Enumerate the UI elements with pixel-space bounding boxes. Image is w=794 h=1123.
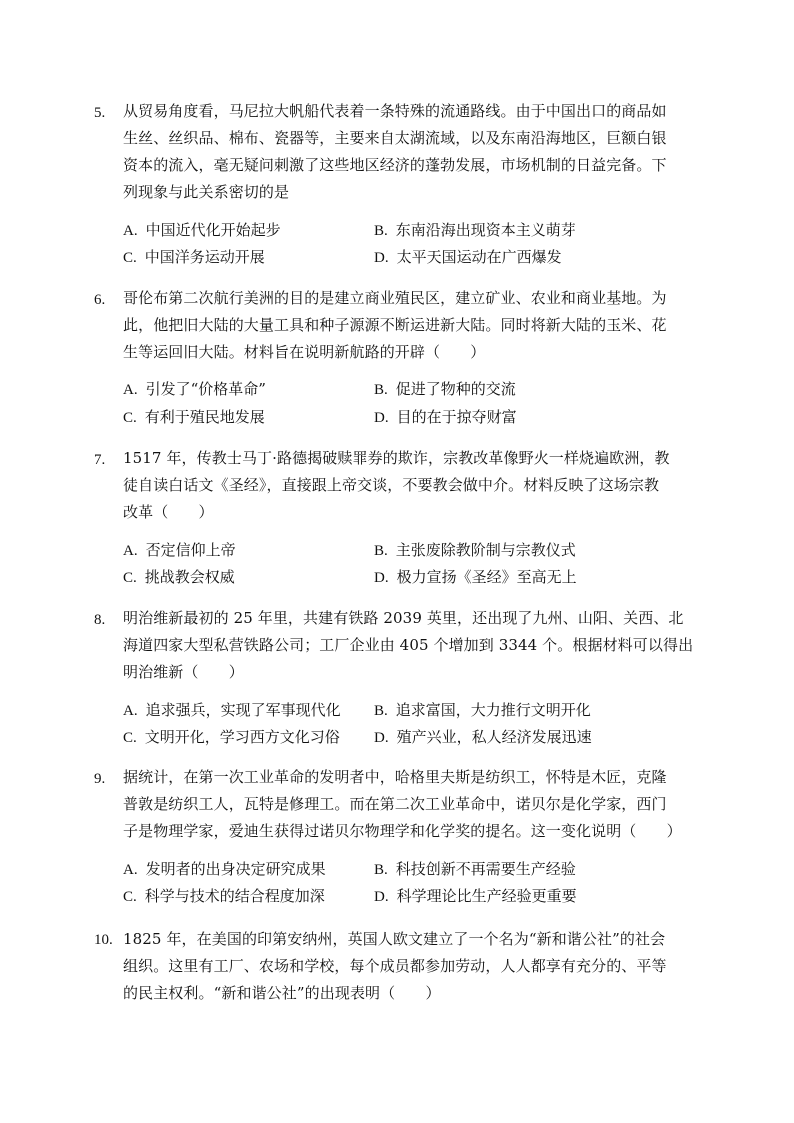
option-key: B. <box>374 862 388 878</box>
option-text: 引发了“价格革命” <box>145 380 266 398</box>
question-text-line: 改革（ ） <box>123 503 214 521</box>
option-text: 太平天国运动在广西爆发 <box>396 248 562 266</box>
question-text-line: 徒自读白话文《圣经》，直接跟上帝交谈，不要教会做中介。材料反映了这场宗教 <box>123 476 660 494</box>
option-a[interactable] <box>123 376 266 402</box>
option-text: 有利于殖民地发展 <box>144 408 265 426</box>
option-a[interactable] <box>123 217 281 243</box>
option-key: C. <box>123 889 137 905</box>
question-text-line: 据统计，在第一次工业革命的发明者中，哈格里夫斯是纺织工，怀特是木匠，克隆 <box>123 768 667 786</box>
option-d[interactable] <box>374 244 562 270</box>
option-key: A. <box>123 382 138 398</box>
question-text-line: 海道四家大型私营铁路公司；工厂企业由 405 个增加到 3344 个。根据材料可以得出 <box>123 636 694 654</box>
question-text-line: 普敦是纺织工人，瓦特是修理工。而在第二次工业革命中，诺贝尔是化学家，西门 <box>123 795 667 813</box>
question-text-line: 列现象与此关系密切的是 <box>123 183 290 201</box>
question-text-line: 资本的流入，毫无疑问刺激了这些地区经济的蓬勃发展，市场机制的日益完备。下 <box>123 156 667 174</box>
option-key: B. <box>374 382 388 398</box>
option-a[interactable] <box>123 856 326 882</box>
question-number: 7. <box>94 452 106 468</box>
option-a[interactable] <box>123 537 236 563</box>
option-key: C. <box>123 570 137 586</box>
option-key: D. <box>374 250 389 266</box>
question-text-line: 生等运回旧大陆。材料旨在说明新航路的开辟（ ） <box>123 343 486 361</box>
option-key: A. <box>123 862 138 878</box>
option-text: 发明者的出身决定研究成果 <box>145 860 326 878</box>
option-key: B. <box>374 543 388 559</box>
option-text: 殖产兴业，私人经济发展迅速 <box>396 728 592 746</box>
option-b[interactable] <box>374 376 516 402</box>
option-text: 促进了物种的交流 <box>395 380 516 398</box>
option-key: A. <box>123 703 138 719</box>
question-number: 10. <box>94 932 113 948</box>
option-text: 科学与技术的结合程度加深 <box>144 887 325 905</box>
option-d[interactable] <box>374 564 577 590</box>
question-text-line: 哥伦布第二次航行美洲的目的是建立商业殖民区，建立矿业、农业和商业基地。为 <box>123 289 667 307</box>
option-c[interactable] <box>123 564 235 590</box>
option-d[interactable] <box>374 883 577 909</box>
option-text: 中国洋务运动开展 <box>144 248 265 266</box>
option-key: C. <box>123 730 137 746</box>
question-text-line: 的民主权利。“新和谐公社”的出现表明（ ） <box>123 984 441 1002</box>
option-key: C. <box>123 410 137 426</box>
option-text: 否定信仰上帝 <box>145 541 236 559</box>
question-text-line: 明治维新最初的 25 年里，共建有铁路 2039 英里，还出现了九州、山阳、关西、北 <box>123 609 684 627</box>
question-text-line: 生丝、丝织品、棉布、瓷器等，主要来自太湖流域，以及东南沿海地区，巨额白银 <box>123 129 667 147</box>
question-number: 6. <box>94 292 106 308</box>
option-key: D. <box>374 730 389 746</box>
option-text: 追求强兵，实现了军事现代化 <box>145 701 341 719</box>
option-text: 科学理论比生产经验更重要 <box>396 887 577 905</box>
question-text-line: 1825 年，在美国的印第安纳州，英国人欧文建立了一个名为“新和谐公社”的社会 <box>123 930 666 948</box>
option-key: D. <box>374 410 389 426</box>
option-text: 挑战教会权威 <box>144 568 235 586</box>
question-text-line: 从贸易角度看，马尼拉大帆船代表着一条特殊的流通路线。由于中国出口的商品如 <box>123 102 667 120</box>
option-b[interactable] <box>374 537 576 563</box>
option-key: C. <box>123 250 137 266</box>
option-text: 目的在于掠夺财富 <box>396 408 517 426</box>
option-c[interactable] <box>123 883 325 909</box>
option-text: 科技创新不再需要生产经验 <box>395 860 576 878</box>
option-b[interactable] <box>374 697 591 723</box>
option-a[interactable] <box>123 697 341 723</box>
question-number: 5. <box>94 105 106 121</box>
option-text: 文明开化，学习西方文化习俗 <box>144 728 340 746</box>
question-text-line: 此，他把旧大陆的大量工具和种子源源不断运进新大陆。同时将新大陆的玉米、花 <box>123 316 667 334</box>
option-text: 主张废除教阶制与宗教仪式 <box>395 541 576 559</box>
option-b[interactable] <box>374 856 576 882</box>
option-b[interactable] <box>374 217 576 243</box>
option-text: 追求富国，大力推行文明开化 <box>395 701 591 719</box>
option-key: A. <box>123 223 138 239</box>
option-text: 东南沿海出现资本主义萌芽 <box>395 221 576 239</box>
option-c[interactable] <box>123 244 265 270</box>
option-key: D. <box>374 570 389 586</box>
question-text-line: 组织。这里有工厂、农场和学校，每个成员都参加劳动，人人都享有充分的、平等 <box>123 957 667 975</box>
option-d[interactable] <box>374 404 517 430</box>
option-key: B. <box>374 703 388 719</box>
question-text-line: 子是物理学家，爱迪生获得过诺贝尔物理学和化学奖的提名。这一变化说明（ ） <box>123 822 682 840</box>
option-key: B. <box>374 223 388 239</box>
question-text-line: 明治维新（ ） <box>123 663 244 681</box>
option-c[interactable] <box>123 404 265 430</box>
option-text: 极力宣扬《圣经》至高无上 <box>396 568 577 586</box>
option-text: 中国近代化开始起步 <box>145 221 281 239</box>
question-number: 8. <box>94 612 106 628</box>
option-key: A. <box>123 543 138 559</box>
option-key: D. <box>374 889 389 905</box>
option-d[interactable] <box>374 724 592 750</box>
option-c[interactable] <box>123 724 340 750</box>
question-number: 9. <box>94 771 106 787</box>
question-text-line: 1517 年，传教士马丁·路德揭破赎罪券的欺诈，宗教改革像野火一样烧遍欧洲，教 <box>123 449 670 467</box>
